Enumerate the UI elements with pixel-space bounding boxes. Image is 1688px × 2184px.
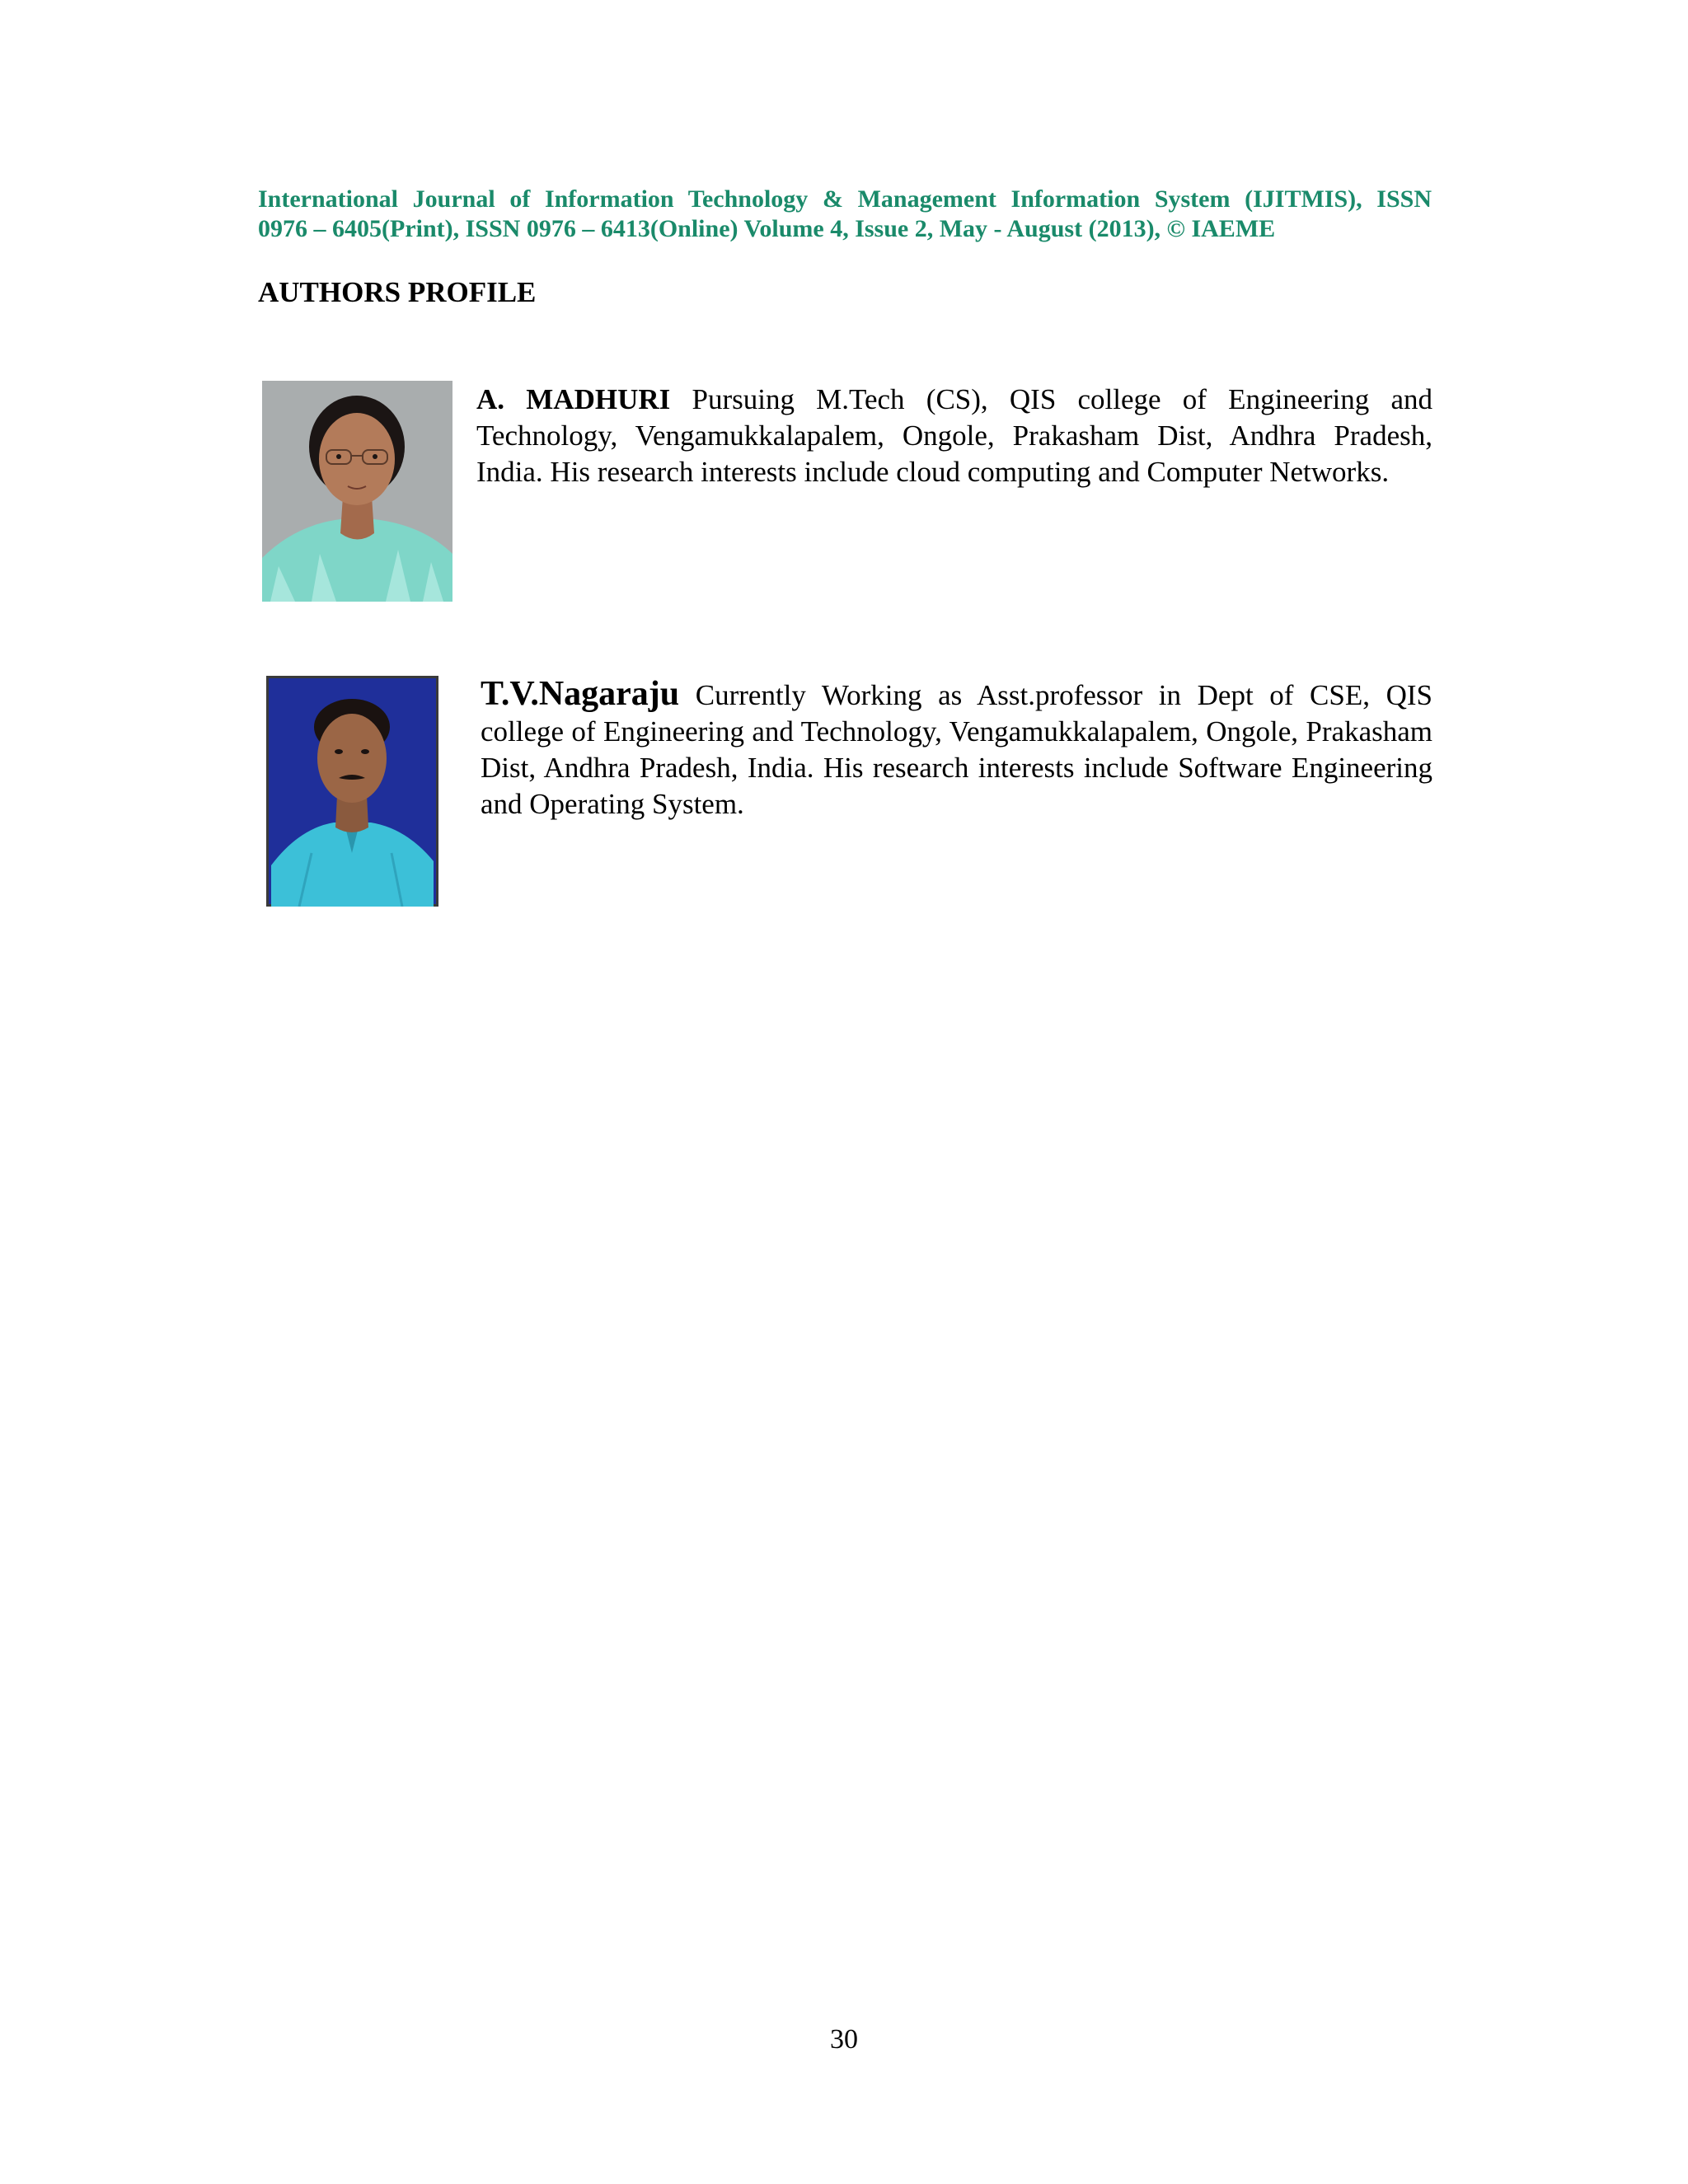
author-profile-nagaraju <box>258 669 1432 908</box>
author-photo <box>262 381 452 602</box>
journal-header <box>258 185 1432 244</box>
author-profile-madhuri <box>258 375 1432 606</box>
author-name: T.V.Nagaraju <box>481 675 680 713</box>
author-name: A. MADHURI <box>476 383 671 415</box>
author-photo-illustration <box>266 676 438 907</box>
author-bio-text: Currently Working as Asst.professor in Dept of CSE, QIS college of Engineering and Technology, Vengamukkalapalem, Ongole, Prakasham Dist, Andhra Pradesh, India. His research interests include Software Engineering and Operating System. <box>481 679 1433 820</box>
author-bio <box>481 676 1432 823</box>
journal-header-line-2: 0976 – 6405(Print), ISSN 0976 – 6413(Online) Volume 4, Issue 2, May - August (2013), © IAEME <box>258 215 1276 242</box>
author-bio-text: Pursuing M.Tech (CS), QIS college of Engineering and Technology, Vengamukkalapalem, Ongole, Prakasham Dist, Andhra Pradesh, India. His research interests include cloud computing and Computer Networks. <box>476 383 1433 488</box>
journal-header-line-1: International Journal of Information Technology & Management Information System (IJITMIS), ISSN <box>258 185 1432 213</box>
author-bio <box>476 382 1432 490</box>
author-photo-illustration <box>262 381 452 602</box>
section-heading: AUTHORS PROFILE <box>258 276 537 308</box>
author-photo <box>266 676 438 907</box>
page-number: 30 <box>830 2024 858 2055</box>
